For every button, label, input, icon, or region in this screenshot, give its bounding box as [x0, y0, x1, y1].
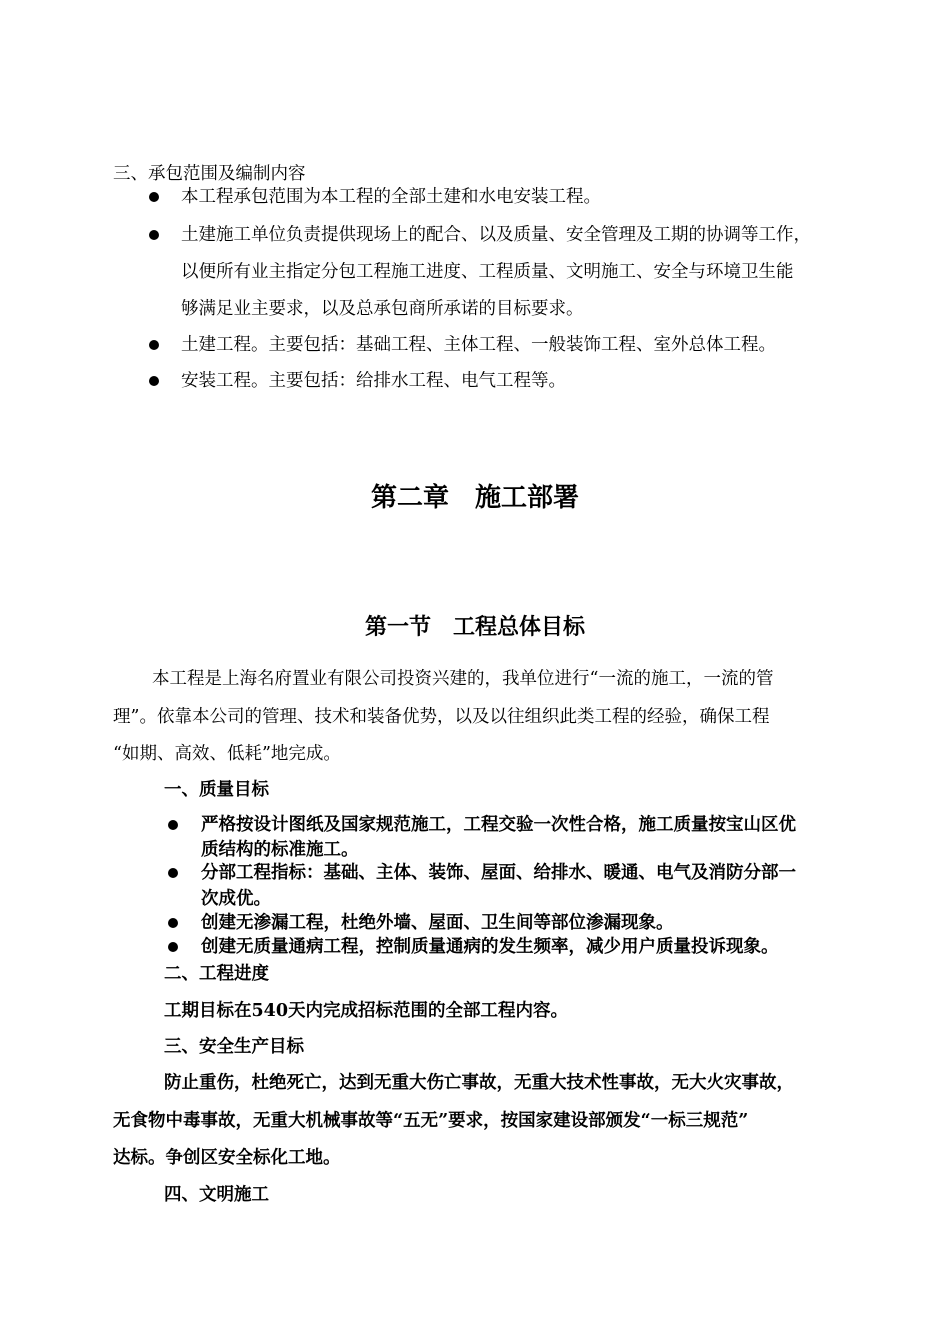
- civilized-heading: 四、文明施工: [164, 1185, 269, 1205]
- scope-item-2-line-3: 够满足业主要求，以及总承包商所承诺的目标要求。: [181, 299, 584, 319]
- chapter-title: 第二章 施工部署: [370, 483, 579, 513]
- intro-line-3: “如期、高效、低耗”地完成。: [113, 744, 341, 764]
- safety-line-2: 无食物中毒事故，无重大机械事故等“五无”要求，按国家建设部颁发“一标三规范”: [113, 1111, 749, 1131]
- bullet-icon: [149, 192, 159, 202]
- scope-heading: 三、承包范围及编制内容: [113, 164, 306, 184]
- intro-line-2: 理”。依靠本公司的管理、技术和装备优势，以及以往组织此类工程的经验，确保工程: [113, 707, 770, 727]
- quality-item-2-line-1: 分部工程指标：基础、主体、装饰、屋面、给排水、暖通、电气及消防分部一: [201, 863, 796, 883]
- scope-item-2-line-1: 土建施工单位负责提供现场上的配合、以及质量、安全管理及工期的协调等工作，: [181, 225, 811, 245]
- progress-text: 工期目标在540天内完成招标范围的全部工程内容。: [164, 1001, 569, 1021]
- safety-heading: 三、安全生产目标: [164, 1037, 304, 1057]
- safety-line-3: 达标。争创区安全标化工地。: [113, 1148, 341, 1168]
- progress-heading: 二、工程进度: [164, 964, 269, 984]
- bullet-icon: [168, 918, 178, 928]
- quality-item-1-line-1: 严格按设计图纸及国家规范施工，工程交验一次性合格，施工质量按宝山区优: [201, 815, 796, 835]
- bullet-icon: [149, 376, 159, 386]
- bullet-icon: [168, 868, 178, 878]
- safety-line-1: 防止重伤，杜绝死亡，达到无重大伤亡事故，无重大技术性事故，无大火灾事故，: [164, 1073, 794, 1093]
- scope-item-1-line-1: 本工程承包范围为本工程的全部土建和水电安装工程。: [181, 187, 601, 207]
- bullet-icon: [168, 942, 178, 952]
- section-title: 第一节 工程总体目标: [364, 614, 585, 640]
- scope-item-2-line-2: 以便所有业主指定分包工程施工进度、工程质量、文明施工、安全与环境卫生能: [181, 262, 794, 282]
- quality-heading: 一、质量目标: [164, 780, 269, 800]
- quality-item-2-line-2: 次成优。: [201, 889, 271, 909]
- bullet-icon: [168, 820, 178, 830]
- quality-item-4-line-1: 创建无质量通病工程，控制质量通病的发生频率，减少用户质量投诉现象。: [201, 937, 779, 957]
- quality-item-1-line-2: 质结构的标准施工。: [201, 840, 359, 860]
- scope-item-4-line-1: 安装工程。主要包括：给排水工程、电气工程等。: [181, 371, 566, 391]
- bullet-icon: [149, 230, 159, 240]
- intro-line-1: 本工程是上海名府置业有限公司投资兴建的，我单位进行“一流的施工，一流的管: [152, 669, 774, 689]
- bullet-icon: [149, 340, 159, 350]
- quality-item-3-line-1: 创建无渗漏工程，杜绝外墙、屋面、卫生间等部位渗漏现象。: [201, 913, 674, 933]
- scope-item-3-line-1: 土建工程。主要包括：基础工程、主体工程、一般装饰工程、室外总体工程。: [181, 335, 776, 355]
